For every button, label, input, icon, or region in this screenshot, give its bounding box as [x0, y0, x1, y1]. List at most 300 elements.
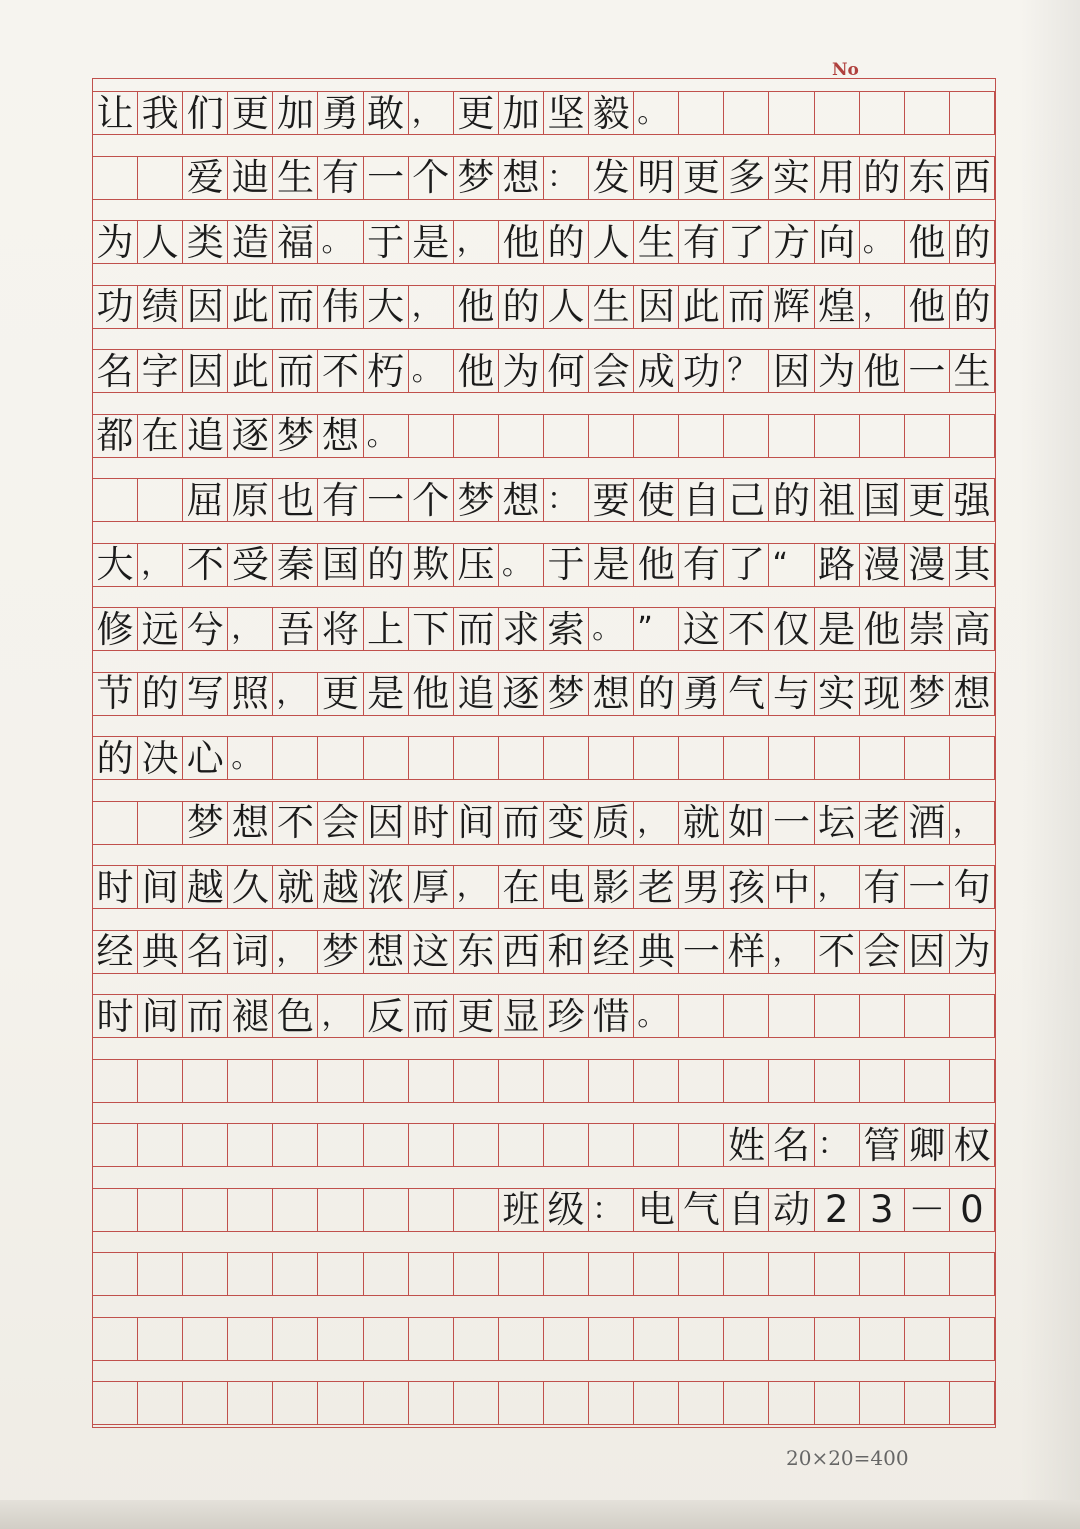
grid-cell: [589, 221, 634, 263]
handwritten-char: 兮: [186, 608, 224, 650]
handwritten-char: ，: [637, 804, 668, 840]
handwritten-char: ，: [276, 933, 307, 969]
grid-cell: [860, 544, 905, 586]
grid-cell: [634, 866, 679, 908]
handwritten-char: 而: [457, 608, 495, 650]
grid-cell: [679, 286, 724, 328]
grid-cell: [950, 995, 995, 1037]
grid-cell: [228, 1060, 273, 1102]
handwritten-char: 名: [96, 350, 134, 392]
handwritten-char: ：: [592, 1191, 623, 1227]
handwritten-char: 毅: [592, 92, 630, 134]
handwritten-char: 逐: [231, 414, 269, 457]
handwritten-char: 于: [547, 543, 585, 586]
handwritten-char: 因: [367, 801, 405, 844]
grid-cell: [499, 1189, 544, 1231]
handwritten-char: 质: [592, 801, 630, 844]
handwritten-char: 一: [682, 930, 720, 973]
handwritten-char: 朽: [367, 350, 405, 392]
grid-cell: [454, 1060, 499, 1102]
grid-cell: [138, 1318, 183, 1360]
grid-cell: [138, 157, 183, 199]
grid-cell: [409, 157, 454, 199]
grid-cell: [183, 1060, 228, 1102]
handwritten-char: 时: [96, 995, 134, 1037]
handwritten-char: 心: [186, 737, 224, 779]
grid-cell: [93, 1124, 138, 1166]
grid-cell: [409, 1253, 454, 1295]
handwritten-char: 而: [276, 350, 314, 392]
grid-cell: [409, 1189, 454, 1231]
grid-cell: [93, 479, 138, 521]
grid-cell: [679, 673, 724, 715]
grid-cell: [589, 737, 634, 779]
handwritten-char: 自: [682, 479, 720, 521]
handwritten-char: 也: [276, 479, 314, 521]
grid-cell: [364, 157, 409, 199]
grid-cell: [409, 931, 454, 973]
grid-cell: [679, 1060, 724, 1102]
grid-cell: [499, 608, 544, 650]
grid-cell: [679, 479, 724, 521]
grid-cell: [815, 544, 860, 586]
grid-cell: [950, 931, 995, 973]
grid-cell: [724, 92, 769, 134]
grid-cell: [318, 415, 363, 457]
handwritten-char: 有: [322, 479, 360, 521]
grid-cell: [950, 737, 995, 779]
grid-cell: [318, 1124, 363, 1166]
handwritten-char: 老: [863, 801, 901, 844]
grid-cell: [409, 737, 454, 779]
grid-cell: [318, 1189, 363, 1231]
grid-row: [93, 285, 995, 329]
grid-cell: [93, 350, 138, 392]
grid-cell: [499, 415, 544, 457]
grid-cell: [769, 350, 814, 392]
grid-cell: [544, 995, 589, 1037]
grid-cell: [318, 608, 363, 650]
grid-cell: [138, 737, 183, 779]
handwritten-char: 崇: [908, 608, 946, 650]
handwritten-char: 梦: [457, 156, 495, 199]
grid-cell: [544, 802, 589, 844]
handwritten-char: 为: [502, 350, 540, 392]
handwritten-char: 动: [773, 1188, 811, 1231]
handwritten-char: 是: [592, 543, 630, 586]
handwritten-char: 梦: [547, 672, 585, 715]
grid-cell: [769, 1318, 814, 1360]
handwritten-char: 此: [231, 285, 269, 328]
grid-row: [93, 865, 995, 909]
grid-cell: [93, 157, 138, 199]
handwritten-char: 与: [773, 672, 811, 715]
grid-cell: [318, 1318, 363, 1360]
grid-cell: [409, 221, 454, 263]
grid-cell: [454, 995, 499, 1037]
grid-cell: [183, 221, 228, 263]
grid-cell: [544, 544, 589, 586]
grid-cell: [634, 286, 679, 328]
grid-cell: [499, 1060, 544, 1102]
grid-cell: [183, 1382, 228, 1424]
handwritten-char: 更: [457, 92, 495, 134]
handwritten-char: 何: [547, 350, 585, 392]
grid-cell: [228, 608, 273, 650]
handwritten-char: 方: [773, 221, 811, 263]
handwritten-char: 不: [276, 801, 314, 844]
grid-cell: [183, 286, 228, 328]
handwritten-char: 显: [502, 995, 540, 1037]
grid-cell: [499, 866, 544, 908]
grid-cell: [634, 1189, 679, 1231]
handwritten-char: 老: [637, 866, 675, 908]
handwritten-char: 大: [367, 285, 405, 328]
handwritten-char: －: [908, 1188, 946, 1231]
grid-cell: [724, 1318, 769, 1360]
grid-cell: [318, 931, 363, 973]
grid-cell: [273, 1253, 318, 1295]
handwritten-char: 加: [502, 92, 540, 134]
grid-cell: [815, 673, 860, 715]
grid-cell: [815, 737, 860, 779]
grid-cell: [950, 415, 995, 457]
grid-cell: [183, 802, 228, 844]
grid-cell: [273, 92, 318, 134]
handwritten-char: 坛: [818, 801, 856, 844]
handwritten-char: 句: [953, 866, 991, 908]
handwritten-char: 会: [863, 930, 901, 973]
grid-cell: [860, 673, 905, 715]
grid-cell: [769, 92, 814, 134]
handwritten-char: 他: [908, 285, 946, 328]
handwritten-char: ，: [141, 546, 172, 582]
grid-cell: [544, 221, 589, 263]
handwritten-char: 勇: [682, 672, 720, 715]
grid-cell: [499, 350, 544, 392]
handwritten-char: 厚: [412, 866, 450, 908]
grid-cell: [93, 544, 138, 586]
handwritten-char: ，: [862, 288, 893, 324]
grid-cell: [364, 866, 409, 908]
grid-cell: [228, 1189, 273, 1231]
grid-cell: [860, 1189, 905, 1231]
grid-cell: [634, 608, 679, 650]
grid-cell: [589, 995, 634, 1037]
grid-cell: [634, 544, 679, 586]
grid-cell: [724, 931, 769, 973]
handwritten-char: 是: [367, 672, 405, 715]
grid-cell: [183, 737, 228, 779]
grid-cell: [815, 1253, 860, 1295]
handwritten-char: 名: [186, 930, 224, 973]
grid-cell: [589, 415, 634, 457]
grid-cell: [454, 544, 499, 586]
handwritten-char: 类: [186, 221, 224, 263]
handwritten-char: 煌: [818, 285, 856, 328]
grid-cell: [228, 1253, 273, 1295]
handwritten-char: 功: [682, 350, 720, 392]
grid-cell: [409, 544, 454, 586]
grid-cell: [93, 995, 138, 1037]
grid-cell: [905, 1382, 950, 1424]
grid-cell: [409, 802, 454, 844]
grid-cell: [273, 673, 318, 715]
grid-row: [93, 801, 995, 845]
handwritten-char: 西: [502, 930, 540, 973]
handwritten-char: 班: [502, 1188, 540, 1231]
grid-cell: [905, 544, 950, 586]
handwritten-char: 东: [457, 930, 495, 973]
grid-cell: [769, 1189, 814, 1231]
handwritten-char: 坚: [547, 92, 585, 134]
grid-cell: [860, 286, 905, 328]
handwritten-char: 其: [953, 543, 991, 586]
grid-cell: [454, 1253, 499, 1295]
grid-cell: [905, 1189, 950, 1231]
grid-cell: [950, 157, 995, 199]
grid-cell: [589, 1124, 634, 1166]
handwritten-char: ：: [546, 482, 577, 517]
handwritten-char: 2: [824, 1188, 849, 1231]
grid-cell: [318, 737, 363, 779]
handwritten-char: 的: [547, 221, 585, 263]
grid-cell: [950, 1318, 995, 1360]
grid-cell: [950, 1124, 995, 1166]
grid-cell: [950, 802, 995, 844]
handwritten-char: 的: [367, 543, 405, 586]
grid-row: [93, 349, 995, 393]
grid-cell: [364, 1382, 409, 1424]
grid-cell: [724, 1060, 769, 1102]
grid-row: [93, 414, 995, 458]
grid-cell: [138, 608, 183, 650]
handwritten-char: 姓: [727, 1124, 765, 1166]
grid-cell: [679, 995, 724, 1037]
grid-cell: [905, 479, 950, 521]
grid-cell: [860, 1060, 905, 1102]
handwritten-char: 级: [547, 1188, 585, 1231]
handwritten-char: 的: [953, 285, 991, 328]
grid-cell: [273, 802, 318, 844]
handwritten-char: 的: [863, 156, 901, 199]
grid-cell: [724, 286, 769, 328]
grid-cell: [138, 350, 183, 392]
grid-cell: [950, 1189, 995, 1231]
handwritten-char: 祖: [818, 479, 856, 521]
grid-cell: [499, 1318, 544, 1360]
grid-cell: [273, 737, 318, 779]
handwritten-char: 字: [141, 350, 179, 392]
grid-cell: [815, 157, 860, 199]
handwritten-char: 浓: [367, 866, 405, 908]
grid-cell: [905, 866, 950, 908]
handwritten-char: 不: [818, 930, 856, 973]
handwritten-char: 了: [727, 543, 765, 586]
grid-cell: [679, 1253, 724, 1295]
grid-cell: [409, 1382, 454, 1424]
grid-cell: [724, 995, 769, 1037]
grid-cell: [634, 931, 679, 973]
grid-cell: [679, 350, 724, 392]
grid-cell: [815, 1382, 860, 1424]
grid-cell: [138, 1189, 183, 1231]
grid-cell: [724, 1124, 769, 1166]
handwritten-char: 追: [457, 672, 495, 715]
grid-cell: [138, 544, 183, 586]
handwritten-char: 生: [592, 285, 630, 328]
handwritten-char: 反: [367, 995, 405, 1037]
handwritten-char: 想: [367, 930, 405, 973]
handwritten-char: 珍: [547, 995, 585, 1037]
handwritten-char: 要: [592, 479, 630, 521]
grid-cell: [318, 1382, 363, 1424]
grid-cell: [769, 608, 814, 650]
handwritten-char: 功: [96, 285, 134, 328]
grid-cell: [318, 673, 363, 715]
grid-cell: [724, 415, 769, 457]
grid-cell: [93, 1318, 138, 1360]
grid-cell: [273, 1189, 318, 1231]
grid-cell: [950, 673, 995, 715]
handwritten-char: 气: [727, 672, 765, 715]
grid-cell: [724, 221, 769, 263]
grid-cell: [409, 350, 454, 392]
grid-cell: [724, 802, 769, 844]
grid-cell: [544, 737, 589, 779]
grid-cell: [634, 221, 679, 263]
handwritten-char: 想: [502, 479, 540, 521]
grid-cell: [544, 931, 589, 973]
handwritten-char: 经: [592, 930, 630, 973]
grid-cell: [860, 1124, 905, 1166]
handwritten-char: 的: [637, 672, 675, 715]
grid-cell: [318, 1060, 363, 1102]
handwritten-char: 男: [682, 866, 720, 908]
grid-cell: [724, 1253, 769, 1295]
grid-cell: [273, 286, 318, 328]
grid-cell: [634, 1124, 679, 1166]
handwritten-char: ？: [727, 353, 758, 388]
grid-cell: [724, 1189, 769, 1231]
handwritten-char: 一: [367, 156, 405, 199]
handwritten-char: ，: [817, 869, 848, 904]
handwritten-char: 他: [637, 543, 675, 586]
handwritten-char: 他: [502, 221, 540, 263]
handwritten-char: 他: [457, 350, 495, 392]
handwritten-char: 有: [682, 221, 720, 263]
handwritten-char: 发: [592, 156, 630, 199]
grid-cell: [589, 544, 634, 586]
grid-row: [93, 1317, 995, 1361]
grid-cell: [318, 286, 363, 328]
handwritten-char: 想: [953, 672, 991, 715]
handwritten-char: 他: [863, 608, 901, 650]
grid-cell: [815, 1124, 860, 1166]
grid-row: [93, 1059, 995, 1103]
grid-cell: [138, 1253, 183, 1295]
handwritten-char: 远: [141, 608, 179, 650]
grid-cell: [769, 1060, 814, 1102]
handwritten-char: 逐: [502, 672, 540, 715]
grid-cell: [589, 157, 634, 199]
handwritten-char: 而: [186, 995, 224, 1037]
grid-cell: [950, 866, 995, 908]
grid-cell: [815, 802, 860, 844]
grid-cell: [409, 608, 454, 650]
grid-cell: [860, 995, 905, 1037]
handwritten-char: 而: [276, 285, 314, 328]
grid-cell: [364, 1253, 409, 1295]
grid-cell: [273, 1382, 318, 1424]
grid-cell: [724, 350, 769, 392]
handwritten-char: 越: [322, 866, 360, 908]
handwritten-char: 索: [547, 608, 585, 650]
handwritten-char: 实: [818, 672, 856, 715]
grid-cell: [364, 92, 409, 134]
handwritten-char: 。: [501, 546, 532, 582]
grid-cell: [950, 608, 995, 650]
handwritten-char: 实: [773, 156, 811, 199]
grid-row: [93, 930, 995, 974]
grid-row: [93, 220, 995, 264]
handwritten-char: 爱: [186, 156, 224, 199]
grid-cell: [364, 1124, 409, 1166]
grid-cell: [679, 737, 724, 779]
handwritten-char: 压: [457, 543, 495, 586]
grid-cell: [860, 931, 905, 973]
grid-cell: [273, 415, 318, 457]
grid-row: [93, 1381, 995, 1425]
grid-cell: [454, 1189, 499, 1231]
handwritten-char: 仅: [773, 608, 811, 650]
handwritten-char: 节: [96, 672, 134, 715]
handwritten-char: 这: [682, 608, 720, 650]
grid-cell: [860, 157, 905, 199]
grid-cell: [364, 608, 409, 650]
grid-cell: [589, 1060, 634, 1102]
handwritten-char: ：: [817, 1127, 848, 1162]
grid-cell: [769, 1382, 814, 1424]
grid-cell: [273, 350, 318, 392]
handwritten-char: 了: [727, 221, 765, 263]
grid-cell: [724, 1382, 769, 1424]
grid-capacity-label: 20×20=400: [786, 1446, 909, 1470]
handwritten-char: 于: [367, 221, 405, 263]
grid-cell: [318, 350, 363, 392]
handwritten-char: 酒: [908, 801, 946, 844]
grid-cell: [93, 673, 138, 715]
handwritten-char: 他: [908, 221, 946, 263]
grid-row: [93, 736, 995, 780]
grid-cell: [228, 544, 273, 586]
grid-cell: [454, 415, 499, 457]
grid-cell: [138, 673, 183, 715]
handwritten-char: 漫: [863, 543, 901, 586]
grid-cell: [589, 1189, 634, 1231]
grid-cell: [228, 1124, 273, 1166]
grid-cell: [769, 544, 814, 586]
grid-cell: [544, 415, 589, 457]
grid-cell: [138, 92, 183, 134]
handwritten-char: 想: [592, 672, 630, 715]
grid-cell: [273, 1318, 318, 1360]
grid-cell: [318, 479, 363, 521]
handwritten-char: 卿: [908, 1124, 946, 1166]
grid-cell: [273, 157, 318, 199]
grid-cell: [860, 415, 905, 457]
handwritten-char: 就: [276, 866, 314, 908]
